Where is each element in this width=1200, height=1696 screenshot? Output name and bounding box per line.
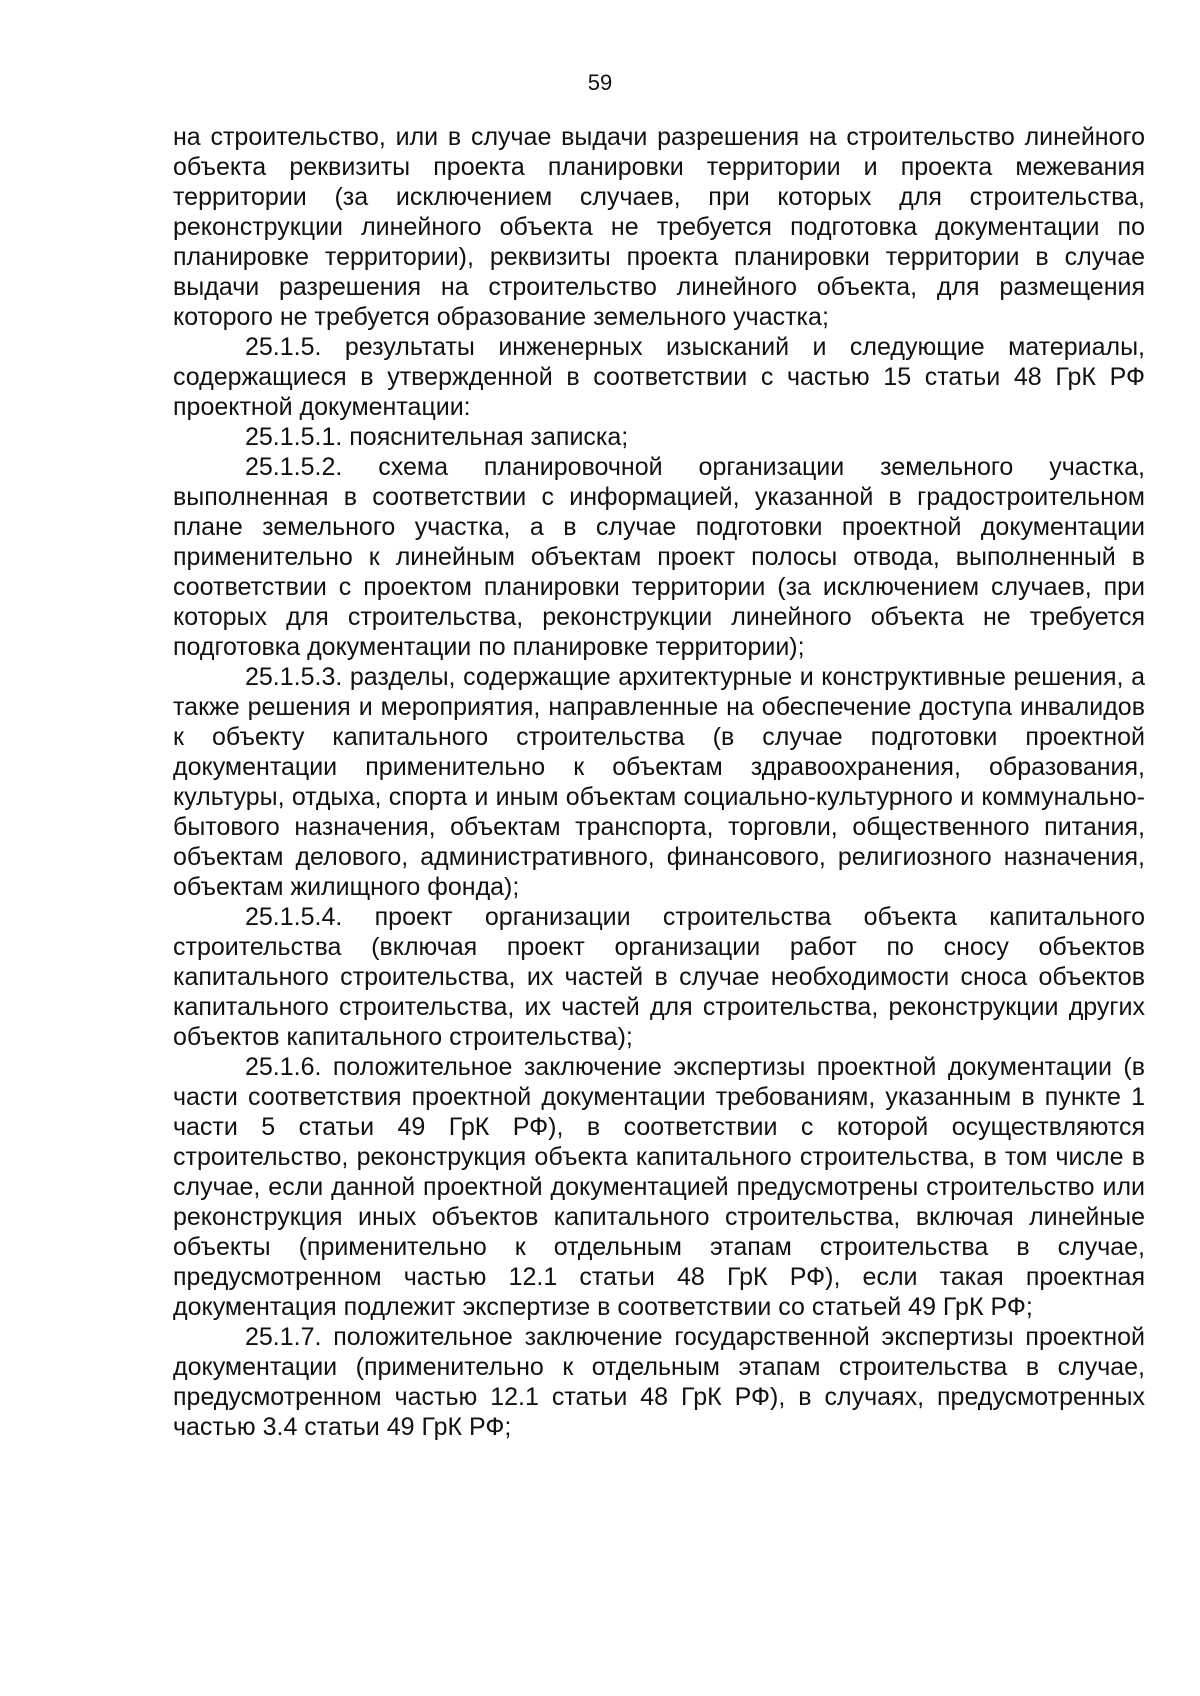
paragraph-25-1-5: 25.1.5. результаты инженерных изысканий и следующие материалы, содержащиеся в утвержденной в соответствии с частью 15 статьи 48 ГрК РФ проектной документации:	[173, 333, 1145, 421]
paragraph-25-1-5-4: 25.1.5.4. проект организации строительства объекта капитального строительства (включая проект организации работ по сносу объектов капитального строительства, их частей в случае необходимости сноса объектов капитального строительства, их частей для строительства, реконструкции других объектов капитального строительства);	[173, 903, 1145, 1051]
paragraph-25-1-5-2: 25.1.5.2. схема планировочной организации земельного участка, выполненная в соответствии с информацией, указанной в градостроительном плане земельного участка, а в случае подготовки проектной документации применительно к линейным объектам проект полосы отвода, выполненный в соответствии с проектом планировки территории (за исключением случаев, при которых для строительства, реконструкции линейного объекта не требуется подготовка документации по планировке территории);	[173, 453, 1145, 661]
document-body	[173, 122, 1145, 1442]
paragraph-25-1-6: 25.1.6. положительное заключение экспертизы проектной документации (в части соответствия проектной документации требованиям, указанным в пункте 1 части 5 статьи 49 ГрК РФ), в соответствии с которой осуществляются строительство, реконструкция объекта капитального строительства, в том числе в случае, если данной проектной документацией предусмотрены строительство или реконструкция иных объектов капитального строительства, включая линейные объекты (применительно к отдельным этапам строительства в случае, предусмотренном частью 12.1 статьи 48 ГрК РФ), если такая проектная документация подлежит экспертизе в соответствии со статьей 49 ГрК РФ;	[173, 1053, 1145, 1321]
page-number: 59	[587, 70, 613, 95]
paragraph-25-1-5-1: 25.1.5.1. пояснительная записка;	[245, 423, 629, 451]
paragraph-25-1-5-3: 25.1.5.3. разделы, содержащие архитектурные и конструктивные решения, а также решения и мероприятия, направленные на обеспечение доступа инвалидов к объекту капитального строительства (в случае подготовки проектной документации применительно к объектам здравоохранения, образования, культуры, отдыха, спорта и иным объектам социально-культурного и коммунально-бытового назначения, объектам транспорта, торговли, общественного питания, объектам делового, административного, финансового, религиозного назначения, объектам жилищного фонда);	[173, 663, 1145, 901]
paragraph-25-1-7: 25.1.7. положительное заключение государственной экспертизы проектной документации (применительно к отдельным этапам строительства в случае, предусмотренном частью 12.1 статьи 48 ГрК РФ), в случаях, предусмотренных частью 3.4 статьи 49 ГрК РФ;	[173, 1323, 1145, 1441]
paragraph-continuation: на строительство, или в случае выдачи разрешения на строительство линейного объекта реквизиты проекта планировки территории и проекта межевания территории (за исключением случаев, при которых для строительства, реконструкции линейного объекта не требуется подготовка документации по планировке территории), реквизиты проекта планировки территории в случае выдачи разрешения на строительство линейного объекта, для размещения которого не требуется образование земельного участка;	[173, 123, 1145, 331]
